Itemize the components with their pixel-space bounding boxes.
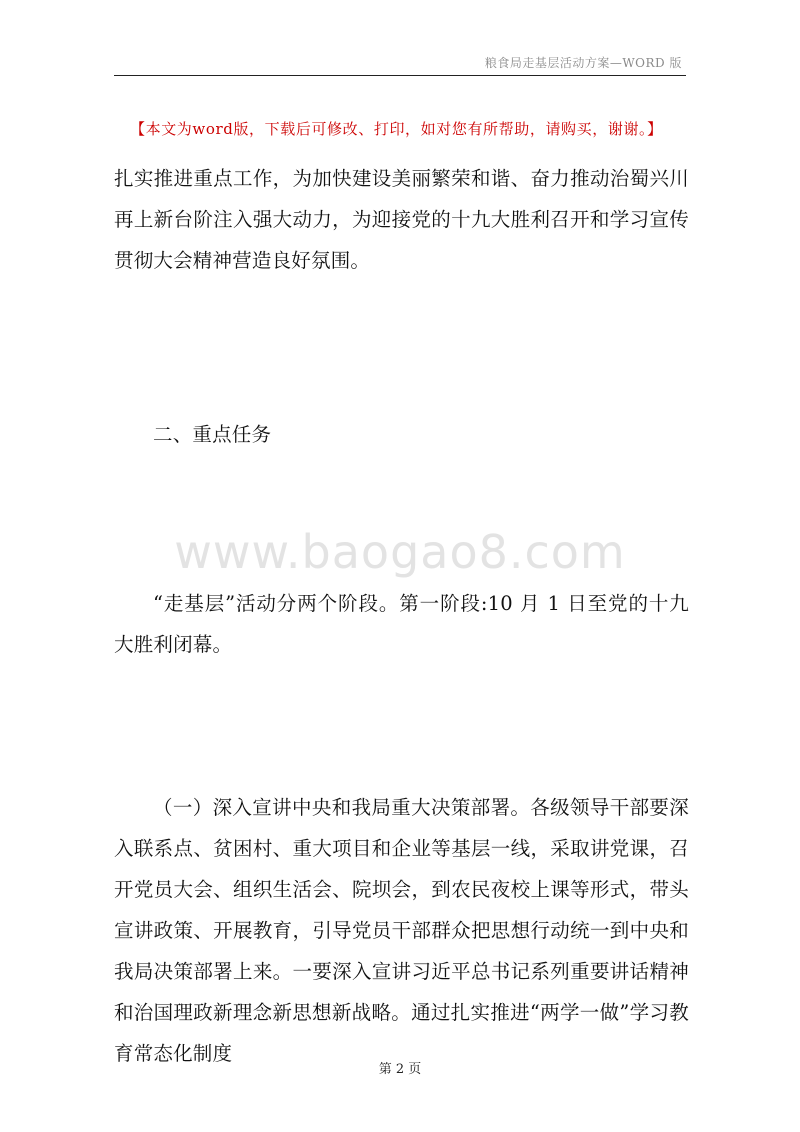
paragraph-intro: 扎实推进重点工作，为加快建设美丽繁荣和谐、奋力推动治蜀兴川再上新台阶注入强大动力，为迎接党的十九大胜利召开和学习宣传贯彻大会精神营造良好氛围。 bbox=[114, 167, 689, 272]
paragraph-stages: “走基层”活动分两个阶段。第一阶段:10 月 1 日至党的十九大胜利闭幕。 bbox=[114, 592, 689, 656]
paragraph-task-one: （一）深入宣讲中央和我局重大决策部署。各级领导干部要深入联系点、贫困村、重大项目和企业等基层一线，采取讲党课，召开党员大会、组织生活会、院坝会，到农民夜校上课等形式，带头宣讲政策、开展教育，引导党员干部群众把思想行动统一到中央和我局决策部署上来。一要深入宣讲习近平总书记系列重要讲话精神和治国理政新理念新思想新战略。通过扎实推进“两学一做”学习教育常态化制度 bbox=[114, 796, 689, 1065]
header-title: 粮食局走基层活动方案—WORD 版 bbox=[484, 56, 682, 70]
download-notice: 【本文为word版，下载后可修改、打印，如对您有所帮助，请购买，谢谢。】 bbox=[130, 120, 663, 138]
section-heading: 二、重点任务 bbox=[153, 423, 272, 446]
page-number: 第 2 页 bbox=[378, 1062, 422, 1077]
header-divider bbox=[114, 75, 686, 76]
watermark: www.baogao8.com bbox=[174, 525, 626, 579]
